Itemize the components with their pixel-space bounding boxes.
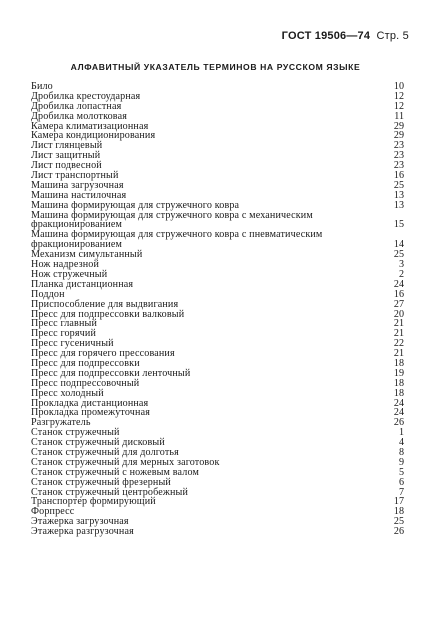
index-page-number: 16: [393, 170, 404, 182]
index-page-number: 18: [393, 357, 404, 369]
term-index: [31, 82, 404, 537]
index-term: Нож надрезной: [31, 259, 100, 271]
index-page-number: 26: [393, 417, 404, 429]
index-term: Планка дистанционная: [31, 278, 134, 290]
index-entry: [31, 230, 404, 250]
index-term: Камера климатизационная: [31, 120, 149, 132]
index-term: Машина формирующая для стружечного ковра с механическим фракционированием: [31, 209, 313, 231]
index-term: Машина формирующая для стружечного ковра с пневматическим фракционированием: [31, 229, 323, 251]
index-term: Било: [31, 81, 53, 92]
index-page-number: 23: [393, 160, 404, 172]
index-term: Дробилка лопастная: [31, 100, 122, 112]
index-term: Машина загрузочная: [31, 179, 124, 191]
index-term: Механизм симультанный: [31, 249, 143, 261]
index-page-number: 9: [398, 456, 404, 468]
index-term: Этажерка разгрузочная: [31, 526, 134, 538]
index-page-number: 24: [393, 278, 404, 290]
standard-number: ГОСТ 19506—74: [281, 30, 371, 42]
index-page-number: 12: [393, 100, 404, 112]
index-page-number: 8: [398, 446, 404, 458]
index-page-number: 7: [398, 486, 404, 498]
index-page-number: 23: [393, 140, 404, 152]
index-entry: [31, 527, 404, 537]
index-page-number: 18: [393, 387, 404, 399]
index-page-number: 15: [393, 219, 404, 231]
index-page-number: 23: [393, 150, 404, 162]
index-page-number: 18: [393, 377, 404, 389]
index-term: Лист транспортный: [31, 170, 119, 182]
index-page-number: 14: [393, 239, 404, 251]
index-term: Дробилка крестоударная: [31, 90, 141, 102]
index-page-number: 29: [393, 130, 404, 142]
index-page-number: 24: [393, 407, 404, 419]
index-entry: [31, 497, 404, 507]
index-entry: [31, 280, 404, 290]
index-term: Разгружатель: [31, 417, 91, 429]
index-page-number: 3: [398, 259, 404, 271]
index-title: АЛФАВИТНЫЙ УКАЗАТЕЛЬ ТЕРМИНОВ НА РУССКОМ ЯЗЫКЕ: [70, 62, 361, 72]
index-page-number: 26: [393, 526, 404, 538]
index-term: Дробилка молотковая: [31, 110, 128, 122]
index-page-number: 5: [398, 466, 404, 478]
index-term: Пресс для горячего прессования: [31, 348, 175, 360]
index-term: Пресс для подпрессовки ленточный: [31, 367, 191, 379]
index-term: Пресс подпрессовочный: [31, 377, 140, 389]
index-page-number: 11: [394, 110, 404, 122]
index-page-number: 13: [393, 199, 404, 211]
index-page-number: 20: [393, 308, 404, 320]
index-term: Пресс для подпрессовки: [31, 357, 140, 369]
index-term: Лист глянцевый: [31, 140, 103, 152]
index-term: Прокладка промежуточная: [31, 407, 151, 419]
index-term: Этажерка загрузочная: [31, 516, 129, 528]
index-page-number: 16: [393, 288, 404, 300]
index-page-number: 1: [398, 427, 404, 439]
index-term: Лист защитный: [31, 150, 101, 162]
index-page-number: 27: [393, 298, 404, 310]
index-term: Машина формирующая для стружечного ковра: [31, 199, 240, 211]
index-term: Пресс гусеничный: [31, 338, 114, 350]
index-page-number: 17: [393, 496, 404, 508]
index-page-number: 25: [393, 179, 404, 191]
index-entry: [31, 211, 404, 231]
index-term: Лист подвесной: [31, 160, 102, 172]
index-term: Станок стружечный фрезерный: [31, 476, 171, 488]
index-term: Машина настилочная: [31, 189, 127, 201]
index-term: Станок стружечный центробежный: [31, 486, 189, 498]
index-page-number: 18: [393, 506, 404, 518]
index-term: Поддон: [31, 288, 65, 300]
index-page-number: 21: [393, 318, 404, 330]
index-page-number: 13: [393, 189, 404, 201]
index-term: Пресс главный: [31, 318, 97, 330]
index-page-number: 25: [393, 516, 404, 528]
index-term: Станок стружечный: [31, 427, 120, 439]
index-term: Станок стружечный для долготья: [31, 446, 179, 458]
index-page-number: 25: [393, 249, 404, 261]
index-page-number: 6: [398, 476, 404, 488]
index-term: Камера кондиционирования: [31, 130, 156, 142]
index-term: Пресс для подпрессовки валковый: [31, 308, 185, 320]
index-term: Станок стружечный дисковый: [31, 437, 165, 449]
index-term: Прокладка дистанционная: [31, 397, 149, 409]
index-page-number: 12: [393, 90, 404, 102]
page-header: [282, 30, 409, 42]
index-page-number: 29: [393, 120, 404, 132]
index-page-number: 21: [393, 348, 404, 360]
index-term: Транспортер формирующий: [31, 496, 156, 508]
index-term: Пресс горячий: [31, 328, 97, 340]
index-page-number: 24: [393, 397, 404, 409]
index-page-number: 4: [398, 437, 404, 449]
index-page-number: 21: [393, 328, 404, 340]
index-term: Станок стружечный с ножевым валом: [31, 466, 199, 478]
index-page-number: 22: [393, 338, 404, 350]
index-term: Форпресс: [31, 506, 75, 518]
index-term: Станок стружечный для мерных заготовок: [31, 456, 220, 468]
index-page-number: 19: [393, 367, 404, 379]
index-term: Приспособление для выдвигания: [31, 298, 179, 310]
index-term: Пресс холодный: [31, 387, 104, 399]
index-term: Нож стружечный: [31, 268, 108, 280]
index-page-number: 10: [393, 81, 404, 92]
index-page-number: 2: [398, 268, 404, 280]
page-number: Стр. 5: [376, 30, 409, 42]
